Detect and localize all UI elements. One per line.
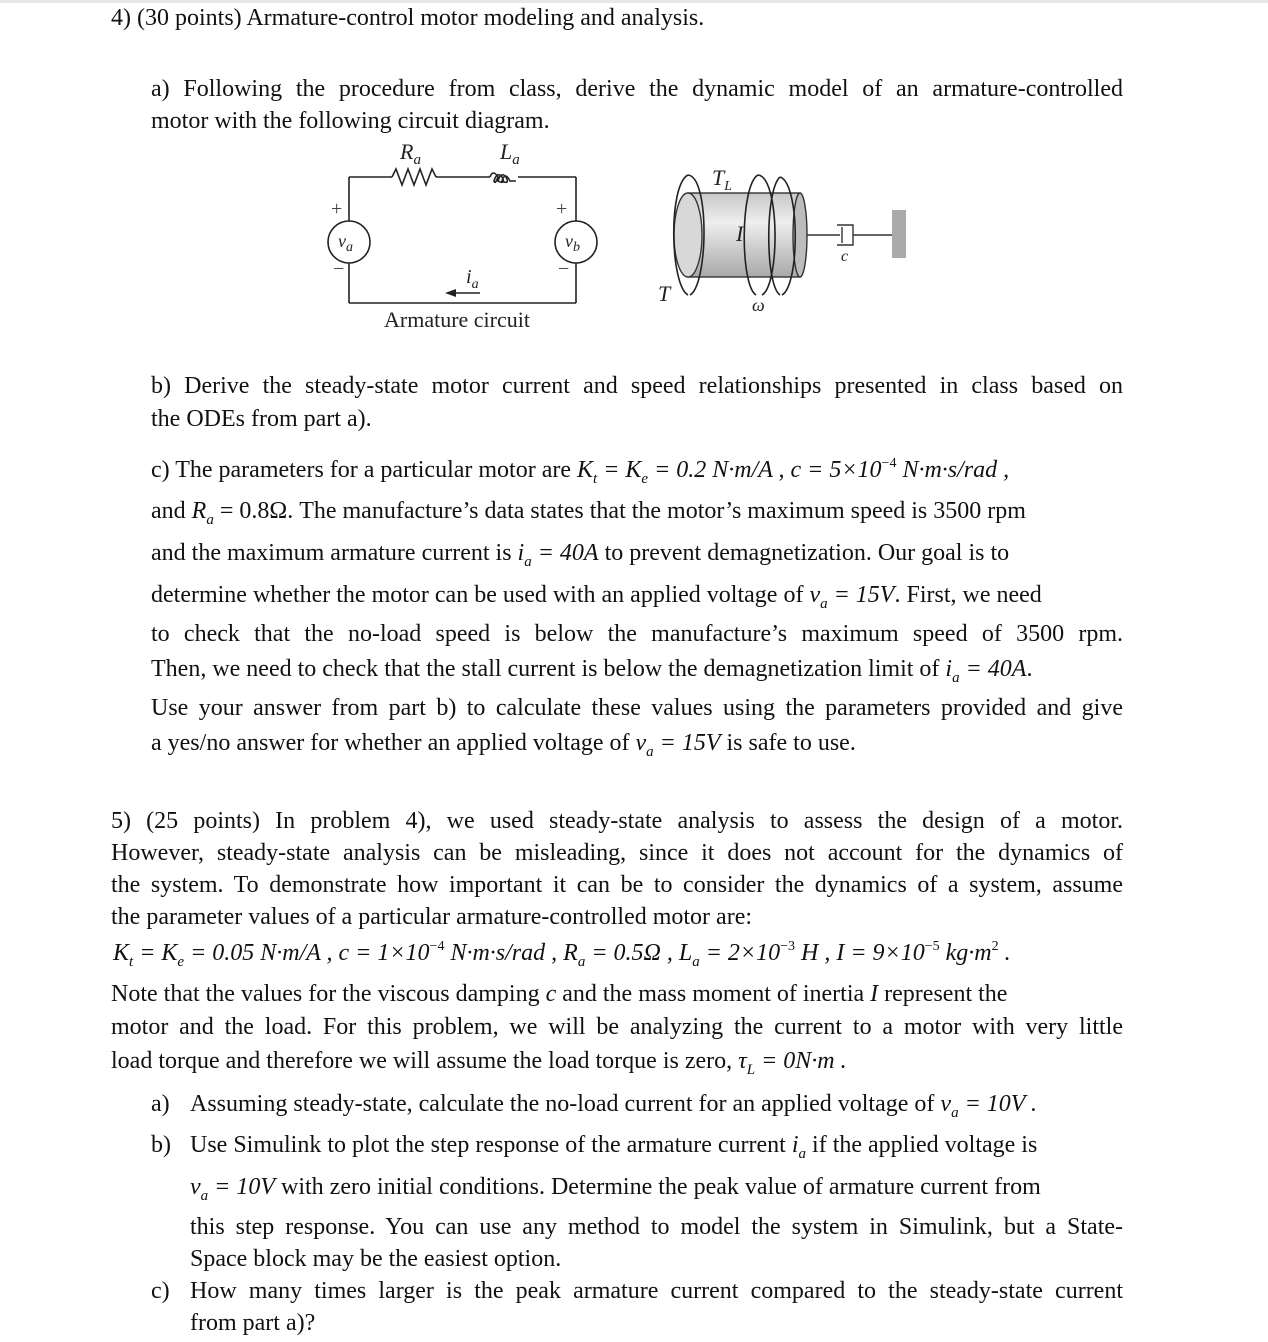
top-edge [0, 0, 1268, 3]
p4-part-c-line-4: determine whether the motor can be used with an applied voltage of $v_a = 15V$. First, we need [151, 582, 1042, 612]
p4-part-b-line-2: the ODEs from part a). [151, 406, 372, 432]
p4-part-c-line-7: Use your answer from part b) to calculate these values using the parameters provided and give [151, 695, 1123, 721]
svg-text:−: − [558, 258, 570, 280]
label-TL: $T_L$ [712, 165, 733, 194]
p5-item-a-label: a) [151, 1091, 170, 1117]
label-La: $L_a$ [500, 139, 520, 168]
p5-item-b-line-4: Space block may be the easiest option. [190, 1246, 562, 1272]
label-T: T [658, 281, 671, 306]
p5-note-line-1: Note that the values for the viscous damping c and the mass moment of inertia I represent the [111, 981, 1008, 1007]
label-c: c [841, 248, 849, 265]
p5-note-line-2: motor and the load. For this problem, we will be analyzing the current to a motor with very little [111, 1014, 1123, 1040]
armature-circuit-diagram [320, 135, 620, 335]
problem-5-heading: 5) (25 points) In problem 4), we used steady-state analysis to assess the design of a motor. [111, 808, 1123, 834]
p4-part-a-line-1: a) Following the procedure from class, derive the dynamic model of an armature-controlled [151, 76, 1123, 102]
p5-intro-line-4: the parameter values of a particular armature-controlled motor are: [111, 904, 753, 930]
p4-part-c-line-2: and $R_a = 0.8\Omega$. The manufacture’s data states that the motor’s maximum speed is 3500 rpm [151, 498, 1026, 528]
label-omega: ω [752, 295, 765, 315]
p5-item-c-label: c) [151, 1278, 170, 1304]
label-ia: $i_a$ [466, 266, 479, 292]
p4-part-c-line-5: to check that the no-load speed is below the manufacture’s maximum speed of 3500 rpm. [151, 621, 1123, 647]
label-Ra: $R_a$ [400, 139, 421, 168]
p4-part-c-line-6: Then, we need to check that the stall current is below the demagnetization limit of $i_a = 40A$. [151, 656, 1033, 686]
p5-item-b-line-2: $v_a = 10V$ with zero initial conditions. Determine the peak value of armature current from [190, 1174, 1041, 1204]
wall-ground [892, 210, 906, 258]
label-I: I [736, 221, 744, 246]
rotor-inertia-diagram [640, 155, 920, 315]
circuit-caption: Armature circuit [384, 307, 530, 332]
kt-ke-equation: $K_t = K_e = 0.2$ N·m/A , $c = 5\times 10^{-4}$ N·m·s/rad , [577, 456, 1010, 487]
p4-part-b-line-1: b) Derive the steady-state motor current and speed relationships presented in class based on [151, 373, 1123, 399]
p5-item-b-label: b) [151, 1132, 171, 1158]
current-arrow-icon [445, 289, 456, 297]
p5-intro-line-2: However, steady-state analysis can be misleading, since it does not account for the dynamics of [111, 840, 1123, 866]
p4-part-c-line-8: a yes/no answer for whether an applied voltage of $v_a = 15V$ is safe to use. [151, 730, 856, 760]
svg-text:+: + [556, 198, 568, 220]
svg-text:+: + [331, 198, 343, 220]
label-vb: $v_b$ [565, 231, 580, 255]
problem-4-heading: 4) (30 points) Armature-control motor modeling and analysis. [111, 5, 705, 31]
p5-item-c-line-1: How many times larger is the peak armature current compared to the steady-state current [190, 1278, 1123, 1304]
p5-note-line-3: load torque and therefore we will assume the load torque is zero, $\tau_L = 0N\cdot m$ . [111, 1048, 847, 1078]
p5-parameter-equation: $K_t = K_e = 0.05$ N·m/A , $c = 1\times 10^{-4}$ N·m·s/rad , $R_a = 0.5\Omega$ , $L_a = 2\times 10^{-3}$ H , $I = 9\times 10^{-5}$ $kg\cdot m^2$ . [113, 939, 1011, 970]
p5-item-c-line-2: from part a)? [190, 1310, 316, 1336]
p5-intro-line-3: the system. To demonstrate how important it can be to consider the dynamics of a system, assume [111, 872, 1123, 898]
p5-item-b-line-1: Use Simulink to plot the step response of the armature current $i_a$ if the applied voltage is [190, 1132, 1038, 1162]
p4-part-a-line-2: motor with the following circuit diagram. [151, 108, 550, 134]
svg-text:−: − [333, 258, 345, 280]
p5-item-b-line-3: this step response. You can use any method to model the system in Simulink, but a State- [190, 1214, 1123, 1240]
p4-part-c-line-3: and the maximum armature current is $i_a = 40A$ to prevent demagnetization. Our goal is to [151, 540, 1010, 570]
p4-part-c-line-1: c) The parameters for a particular motor are $K_t = K_e = 0.2$ N·m/A , $c = 5\times 10^{-4}$ N·m·s/rad , [151, 456, 1010, 487]
p5-item-a: Assuming steady-state, calculate the no-load current for an applied voltage of $v_a = 10V$ . [190, 1091, 1037, 1121]
label-va: $v_a$ [338, 231, 353, 255]
